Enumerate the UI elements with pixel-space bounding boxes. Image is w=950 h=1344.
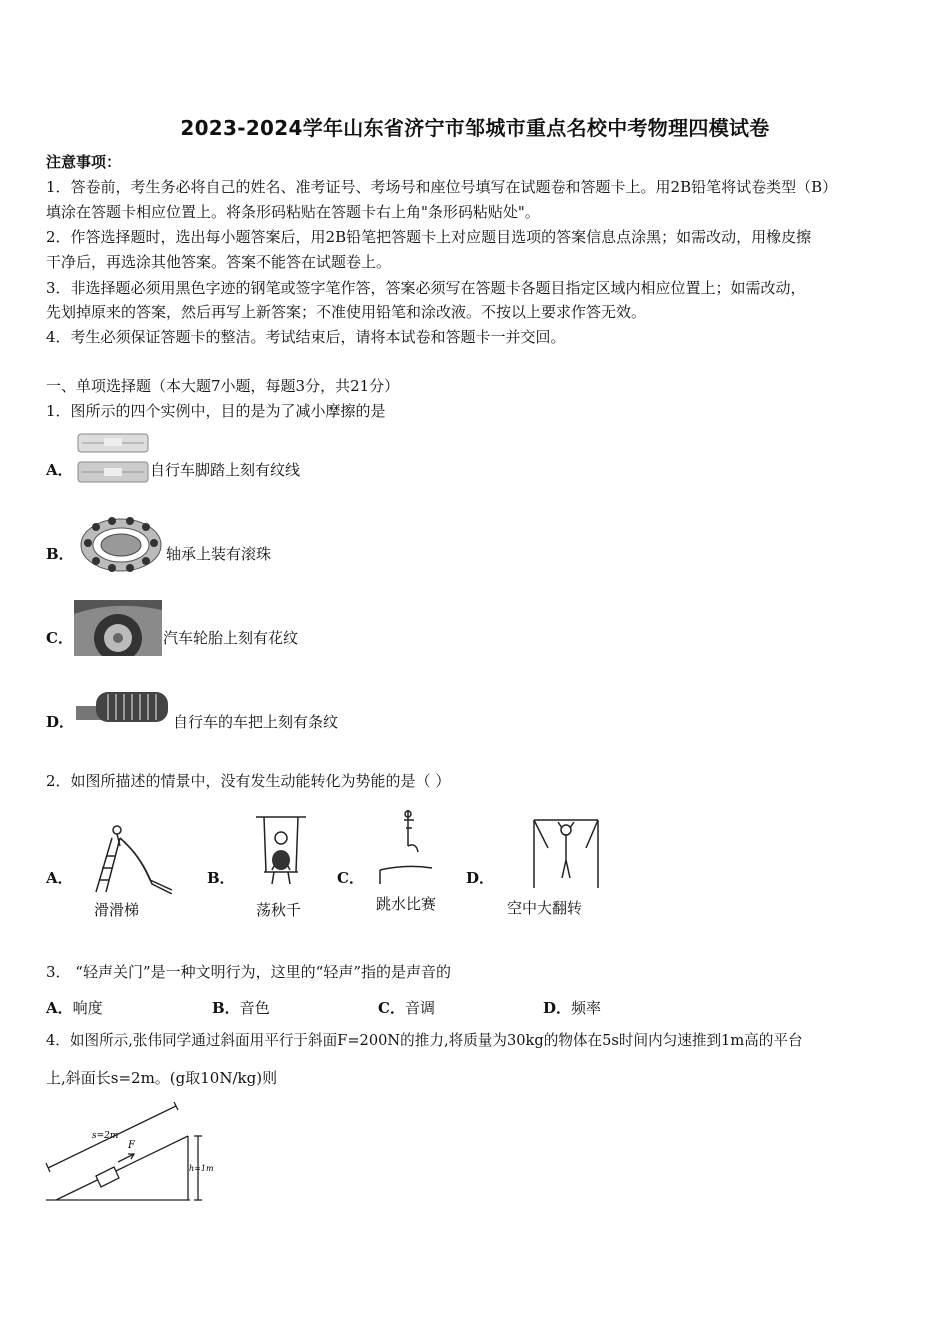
- q3-option-a-label: A．: [46, 999, 73, 1017]
- q3-option-c[interactable]: [378, 997, 435, 1018]
- q3-option-d[interactable]: [543, 997, 601, 1018]
- q1-option-d-text: 自行车的车把上刻有条纹: [173, 713, 339, 731]
- q1-option-c-text: 汽车轮胎上刻有花纹: [163, 629, 299, 647]
- s-label: s=2m: [92, 1131, 119, 1141]
- q2-option-d-caption: 空中大翻转: [507, 899, 583, 917]
- q1-option-b-text: 轴承上装有滚珠: [166, 545, 272, 563]
- q3-option-d-text: 频率: [571, 999, 602, 1017]
- q3-option-c-text: 音调: [404, 999, 435, 1017]
- notice-line: 3．非选择题必须用黑色字迹的钢笔或签字笔作答，答案必须写在答题卡各题目指定区域内相应位置上；如需改动，: [46, 279, 806, 297]
- q3-option-b[interactable]: [212, 997, 270, 1018]
- q3-option-a-text: 响度: [72, 999, 103, 1017]
- q2-option-b-caption: 荡秋千: [256, 901, 302, 919]
- q2-option-c-label[interactable]: C．: [337, 869, 364, 887]
- q3-stem: 3． “轻声关门”是一种文明行为，这里的“轻声”指的是声音的: [46, 963, 451, 981]
- q3-option-c-label: C．: [378, 999, 405, 1017]
- notice-line: 4．考生必须保证答题卡的整洁。考试结束后，请将本试卷和答题卡一并交回。: [46, 328, 566, 346]
- pedal-image: [76, 432, 150, 486]
- f-label: F: [128, 1140, 135, 1151]
- q1-option-a-label[interactable]: A．: [46, 461, 73, 479]
- q4-stem-line1: 4．如图所示,张伟同学通过斜面用平行于斜面F=200N的推力,将质量为30kg的物体在5s时间内匀速推到1m高的平台: [46, 1032, 803, 1049]
- notice-line: 填涂在答题卡相应位置上。将条形码粘贴在答题卡右上角"条形码粘贴处"。: [46, 203, 540, 221]
- q4-stem-line2: 上,斜面长s=2m。(g取10N/kg)则: [46, 1069, 278, 1087]
- notice-heading: 注意事项：: [46, 153, 122, 171]
- q2-option-a-caption: 滑滑梯: [94, 901, 140, 919]
- q1-option-c-label[interactable]: C．: [46, 629, 73, 647]
- bearing-image: [76, 515, 166, 575]
- h-label: h=1m: [189, 1164, 214, 1173]
- notice-line: 干净后，再选涂其他答案。答案不能答在试题卷上。: [46, 253, 392, 271]
- q2-option-c-caption: 跳水比赛: [376, 895, 437, 913]
- notice-line: 2．作答选择题时，选出每小题答案后，用2B铅笔把答题卡上对应题目选项的答案信息点涂黑；如需改动，用橡皮擦: [46, 228, 812, 246]
- q1-option-b-label[interactable]: B．: [46, 545, 74, 563]
- q1-option-a-text: 自行车脚踏上刻有纹线: [150, 461, 301, 479]
- slide-image: [84, 824, 174, 894]
- q3-option-b-text: 音色: [239, 999, 270, 1017]
- notice-line: 1．答卷前，考生务必将自己的姓名、准考证号、考场号和座位号填写在试题卷和答题卡上。用2B铅笔将试卷类型（B）: [46, 178, 838, 196]
- q2-option-a-label[interactable]: A．: [46, 869, 73, 887]
- diving-image: [376, 806, 436, 886]
- swing-image: [254, 814, 308, 890]
- q2-option-b-label[interactable]: B．: [207, 869, 235, 887]
- q1-stem: 1．图所示的四个实例中，目的是为了减小摩擦的是: [46, 402, 386, 420]
- q3-option-d-label: D．: [543, 999, 572, 1017]
- section-heading: 一、单项选择题（本大题7小题，每题3分，共21分）: [46, 377, 400, 395]
- incline-diagram: [42, 1098, 222, 1204]
- handlebar-image: [76, 684, 172, 730]
- notice-line: 先划掉原来的答案，然后再写上新答案；不准使用铅笔和涂改液。不按以上要求作答无效。: [46, 303, 647, 321]
- q3-option-a[interactable]: [46, 997, 103, 1018]
- tire-image: [74, 600, 162, 656]
- q2-stem: 2．如图所描述的情景中，没有发生动能转化为势能的是（ ）: [46, 772, 451, 790]
- q1-option-d-label[interactable]: D．: [46, 713, 75, 731]
- q3-option-b-label: B．: [212, 999, 240, 1017]
- q2-option-d-label[interactable]: D．: [466, 869, 495, 887]
- horizontal-bar-image: [528, 816, 604, 890]
- page-title: 2023-2024学年山东省济宁市邹城市重点名校中考物理四模试卷: [180, 116, 770, 140]
